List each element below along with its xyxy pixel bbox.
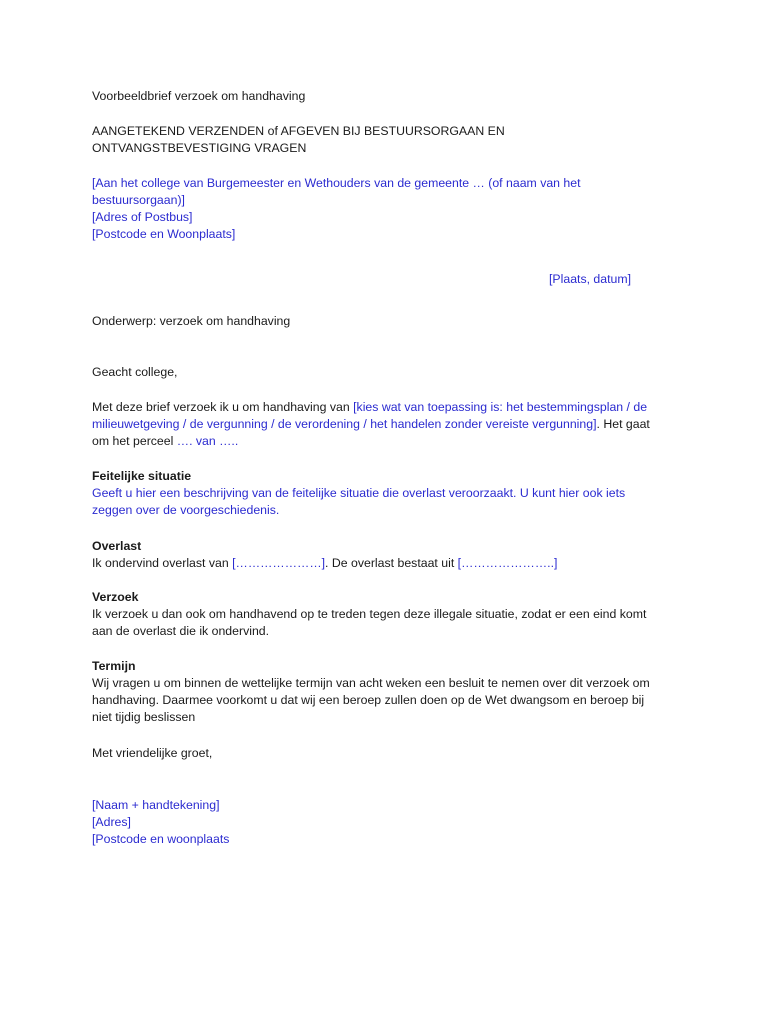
- section-overlast: Overlast Ik ondervind overlast van […………………]. De overlast bestaat uit […………………..]: [92, 538, 692, 572]
- document-title: Voorbeeldbrief verzoek om handhaving: [92, 89, 306, 103]
- intro-paragraph: Met deze brief verzoek ik u om handhaving van [kies wat van toepassing is: het bestemmingsplan / de milieuwetgeving / de vergunning / de verordening / het handelen zonder vereiste vergunning]. Het gaat om het perceel …. van …..: [92, 400, 650, 448]
- section-heading: Verzoek: [92, 590, 139, 604]
- section-feitelijke-situatie: Feitelijke situatie Geeft u hier een beschrijving van de feitelijke situatie die overlast veroorzaakt. U kunt hier ook iets zeggen over de voorgeschiedenis.: [92, 468, 692, 519]
- delivery-notice: AANGETEKEND VERZENDEN of AFGEVEN BIJ BESTUURSORGAAN EN ONTVANGSTBEVESTIGING VRAGEN: [92, 124, 505, 155]
- subject-line: Onderwerp: verzoek om handhaving: [92, 314, 291, 328]
- salutation: Geacht college,: [92, 365, 178, 379]
- recipient-address: [Aan het college van Burgemeester en Wethouders van de gemeente … (of naam van het bestuursorgaan)] [Adres of Postbus] [Postcode en Woonplaats]: [92, 176, 581, 241]
- signature-block: [Naam + handtekening] [Adres] [Postcode en woonplaats: [92, 798, 230, 846]
- section-heading: Overlast: [92, 539, 142, 553]
- section-heading: Feitelijke situatie: [92, 469, 192, 483]
- section-verzoek: Verzoek Ik verzoek u dan ook om handhavend op te treden tegen deze illegale situatie, zodat er een eind komt aan de overlast die ik ondervind.: [92, 589, 692, 640]
- place-date: [Plaats, datum]: [549, 272, 632, 287]
- section-heading: Termijn: [92, 659, 136, 673]
- section-termijn: Termijn Wij vragen u om binnen de wettelijke termijn van acht weken een besluit te nemen over dit verzoek om handhaving. Daarmee voorkomt u dat wij een beroep zullen doen op de Wet dwangsom en beroep bij niet tijdig beslissen: [92, 658, 692, 726]
- closing: Met vriendelijke groet,: [92, 746, 213, 760]
